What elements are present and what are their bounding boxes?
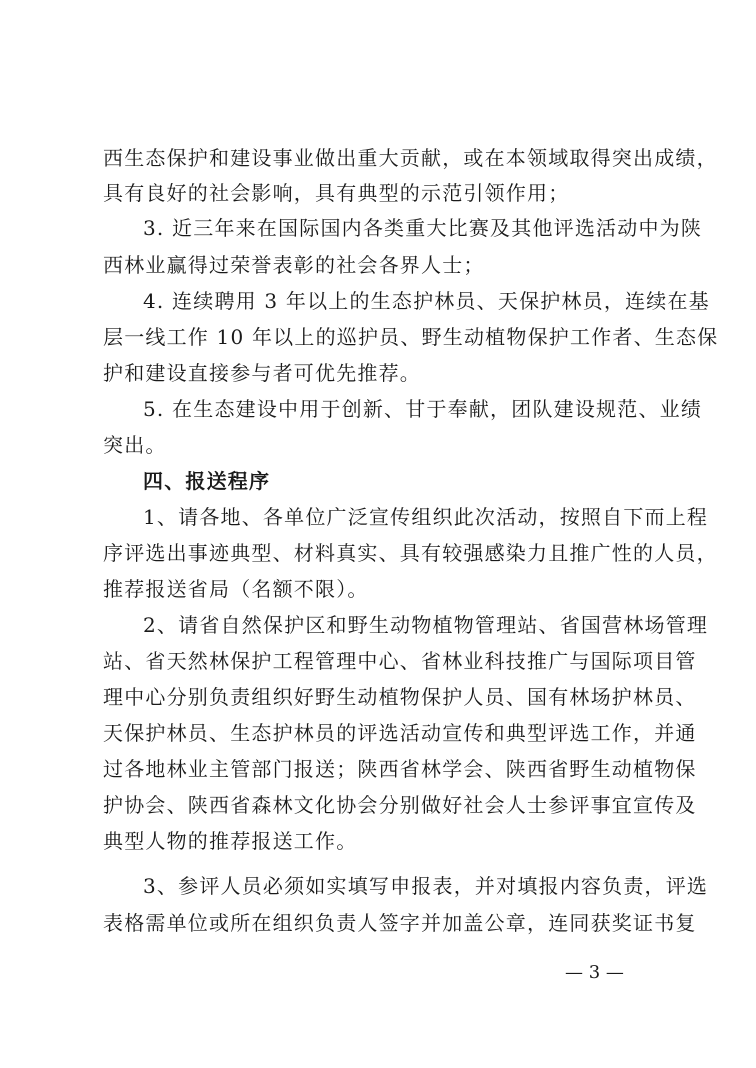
text-line: 序评选出事迹典型、材料真实、具有较强感染力且推广性的人员， (103, 541, 718, 565)
text-line: 典型人物的推荐报送工作。 (103, 829, 358, 853)
text-line: 天保护林员、生态护林员的评选活动宣传和典型评选工作，并通 (103, 721, 697, 745)
text-line: 护协会、陕西省森林文化协会分别做好社会人士参评事宜宣传及 (103, 793, 697, 817)
text-line: 5. 在生态建设中用于创新、甘于奉献，团队建设规范、业绩 (143, 397, 703, 421)
page-number: — 3 — (565, 962, 624, 983)
text-line: 推荐报送省局（名额不限）。 (103, 577, 369, 601)
text-line: 理中心分别负责组织好野生动植物保护人员、国有林场护林员、 (103, 685, 697, 709)
section-heading: 四、报送程序 (143, 469, 271, 493)
text-line: 层一线工作 10 年以上的巡护员、野生动植物保护工作者、生态保 (103, 325, 719, 349)
text-line: 西林业赢得过荣誉表彰的社会各界人士； (103, 253, 485, 277)
text-line: 突出。 (103, 433, 167, 457)
text-line: 过各地林业主管部门报送；陕西省林学会、陕西省野生动植物保 (103, 757, 697, 781)
text-line: 3、参评人员必须如实填写申报表，并对填报内容负责，评选 (143, 874, 709, 898)
text-line: 1、请各地、各单位广泛宣传组织此次活动，按照自下而上程 (143, 505, 709, 529)
text-line: 2、请省自然保护区和野生动物植物管理站、省国营林场管理 (143, 613, 709, 637)
text-line: 3. 近三年来在国际国内各类重大比赛及其他评选活动中为陕 (143, 216, 703, 240)
text-line: 具有良好的社会影响，具有典型的示范引领作用； (103, 181, 570, 205)
text-line: 西生态保护和建设事业做出重大贡献，或在本领域取得突出成绩， (103, 146, 718, 170)
text-line: 站、省天然林保护工程管理中心、省林业科技推广与国际项目管 (103, 649, 697, 673)
text-line: 护和建设直接参与者可优先推荐。 (103, 361, 421, 385)
text-line: 4. 连续聘用 3 年以上的生态护林员、天保护林员，连续在基 (143, 289, 710, 313)
text-line: 表格需单位或所在组织负责人签字并加盖公章，连同获奖证书复 (103, 911, 697, 935)
